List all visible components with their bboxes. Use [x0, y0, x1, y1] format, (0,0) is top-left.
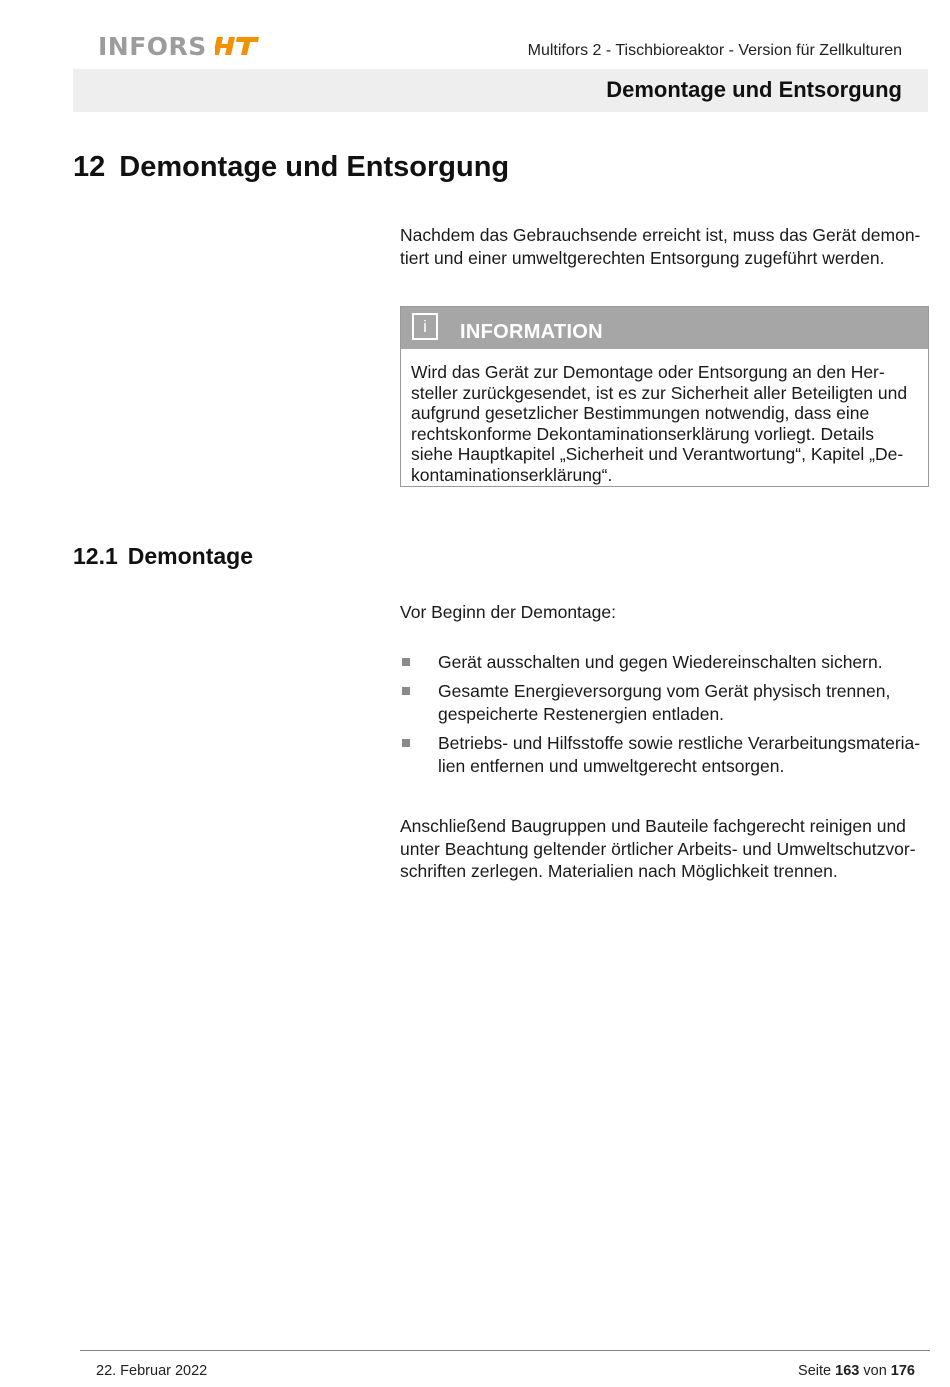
section-closing-line: unter Beachtung geltender örtlicher Arbeits- und Umweltschutzvor-	[400, 838, 916, 859]
logo-ht-mark	[215, 35, 261, 57]
list-item	[400, 651, 928, 674]
chapter-heading-title: Demontage und Entsorgung	[119, 151, 510, 183]
page-total: 176	[890, 1363, 915, 1379]
chapter-heading	[73, 151, 509, 184]
list-item	[400, 680, 928, 726]
list-item-text: gespeicherte Restenergien entladen.	[438, 704, 725, 724]
footer-page-number	[798, 1363, 915, 1379]
section-closing-line: schriften zerlegen. Materialien nach Möglichkeit trennen.	[400, 861, 838, 881]
chapter-number: 12	[73, 151, 106, 183]
information-box	[400, 306, 929, 487]
section-number: 12.1	[73, 543, 118, 569]
list-item-text: Gerät ausschalten und gegen Wiedereinschalten sichern.	[438, 652, 883, 672]
information-line: Wird das Gerät zur Demontage oder Entsorgung an den Her-	[411, 362, 885, 382]
page-of-label: von	[863, 1363, 887, 1379]
information-line: rechtskonforme Dekontaminationserklärung vorliegt. Details	[411, 423, 874, 444]
chapter-intro-line: Nachdem das Gebrauchsende erreicht ist, muss das Gerät demon-	[400, 225, 921, 245]
info-icon: i	[412, 313, 438, 340]
section-heading	[73, 543, 253, 570]
list-item-text: Betriebs- und Hilfsstoffe sowie restliche Verarbeitungsmateria-	[438, 733, 921, 753]
information-line: steller zurückgesendet, ist es zur Sicherheit aller Beteiligten und	[411, 382, 908, 403]
information-line: aufgrund gesetzlicher Bestimmungen notwendig, dass eine	[411, 403, 870, 423]
information-box-header	[401, 307, 928, 349]
document-title: Multifors 2 - Tischbioreaktor - Version für Zellkulturen	[527, 42, 902, 59]
information-box-title: INFORMATION	[460, 321, 603, 343]
bullet-square-icon	[402, 687, 410, 695]
chapter-header-title: Demontage und Entsorgung	[606, 77, 902, 102]
chapter-intro-line: tiert und einer umweltgerechten Entsorgung zugeführt werden.	[400, 247, 885, 268]
chapter-intro	[400, 224, 928, 269]
page-label: Seite	[798, 1363, 832, 1379]
list-item	[400, 732, 928, 778]
footer-date: 22. Februar 2022	[96, 1363, 208, 1379]
section-heading-title: Demontage	[127, 543, 254, 569]
section-lead: Vor Beginn der Demontage:	[400, 602, 616, 622]
list-item-text: lien entfernen und umweltgerecht entsorgen.	[438, 756, 785, 776]
footer-divider	[80, 1350, 930, 1351]
information-line: kontaminationserklärung“.	[411, 464, 613, 485]
page-current: 163	[835, 1363, 860, 1379]
list-item-text: Gesamte Energieversorgung vom Gerät physisch trennen,	[438, 681, 891, 701]
chapter-header-bar	[73, 69, 928, 112]
information-box-body	[411, 362, 921, 485]
section-closing-line: Anschließend Baugruppen und Bauteile fachgerecht reinigen und	[400, 816, 906, 836]
logo-text: INFORS	[98, 31, 207, 61]
company-logo	[98, 30, 261, 62]
section-closing	[400, 815, 928, 883]
information-line: siehe Hauptkapitel „Sicherheit und Verantwortung“, Kapitel „De-	[411, 444, 904, 464]
bullet-square-icon	[402, 739, 410, 747]
bullet-square-icon	[402, 658, 410, 666]
ht-mark-icon	[215, 35, 261, 57]
disassembly-steps-list	[400, 651, 928, 784]
